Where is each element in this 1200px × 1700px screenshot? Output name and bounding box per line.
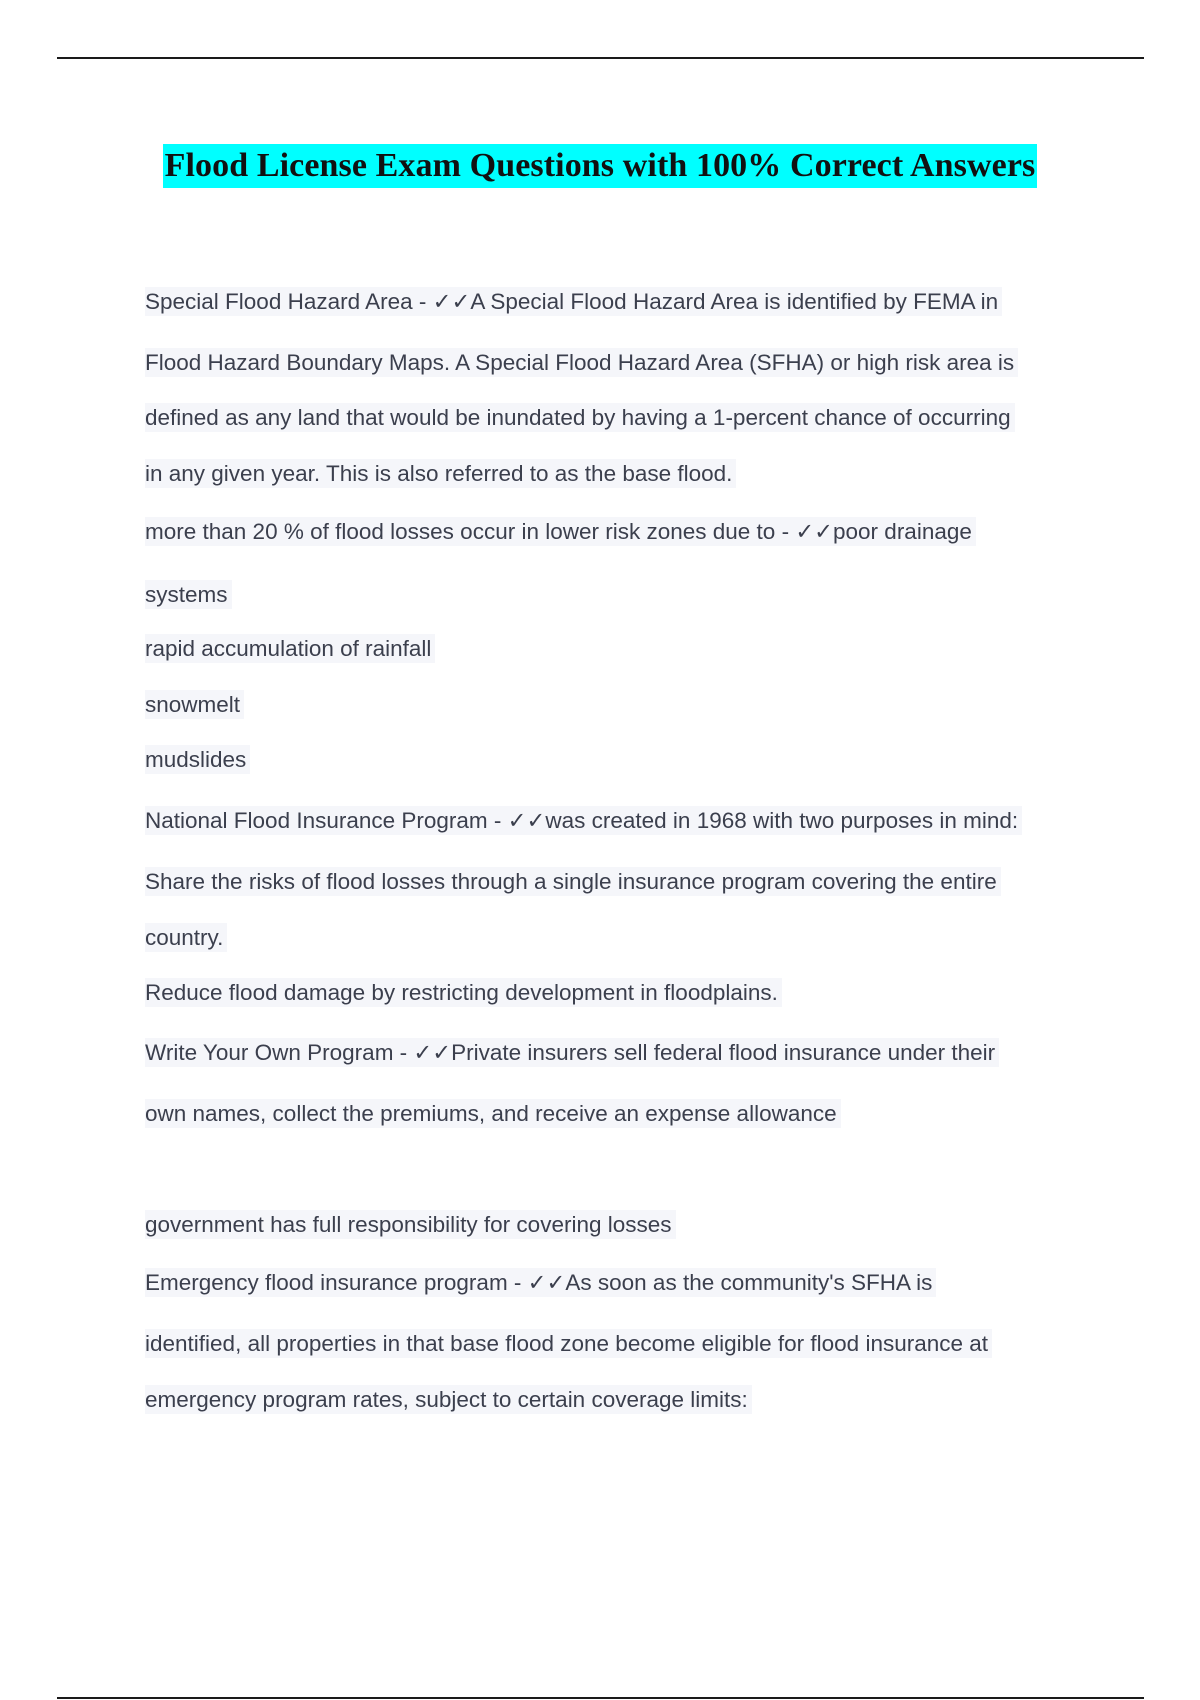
- text-line-content: identified, all properties in that base flood zone become eligible for flood insurance at: [145, 1329, 992, 1358]
- text-line: [145, 458, 736, 490]
- text-line-content: government has full responsibility for covering losses: [145, 1210, 676, 1239]
- text-line: [145, 1267, 936, 1299]
- text-line-content: Flood Hazard Boundary Maps. A Special Flood Hazard Area (SFHA) or high risk area is: [145, 348, 1018, 377]
- bottom-rule: [57, 1697, 1144, 1699]
- text-line: [145, 866, 1001, 898]
- text-line-content: systems: [145, 580, 232, 609]
- document-title: Flood License Exam Questions with 100% Correct Answers: [163, 144, 1038, 188]
- text-line-content: Reduce flood damage by restricting development in floodplains.: [145, 978, 782, 1007]
- text-line-content: emergency program rates, subject to certain coverage limits:: [145, 1385, 752, 1414]
- text-line-content: Emergency flood insurance program - ✓✓As soon as the community's SFHA is: [145, 1268, 936, 1297]
- text-line: [145, 1384, 752, 1416]
- text-line: [145, 805, 1022, 837]
- text-line: [145, 579, 232, 611]
- text-line-content: in any given year. This is also referred to as the base flood.: [145, 459, 736, 488]
- text-line-content: own names, collect the premiums, and receive an expense allowance: [145, 1099, 841, 1128]
- text-line-content: National Flood Insurance Program - ✓✓was created in 1968 with two purposes in mind:: [145, 806, 1022, 835]
- text-line: [145, 1037, 999, 1069]
- text-line-content: snowmelt: [145, 690, 244, 719]
- text-line: [145, 922, 227, 954]
- text-line-content: country.: [145, 923, 227, 952]
- text-line: [145, 1098, 841, 1130]
- text-line-content: rapid accumulation of rainfall: [145, 634, 435, 663]
- text-line: [145, 977, 782, 1009]
- text-line-content: Share the risks of flood losses through a single insurance program covering the entire: [145, 867, 1001, 896]
- text-line: [145, 1328, 992, 1360]
- text-line: [145, 689, 244, 721]
- text-line: [145, 633, 435, 665]
- text-line-content: mudslides: [145, 745, 250, 774]
- text-line: [145, 286, 1002, 318]
- text-line-content: more than 20 % of flood losses occur in lower risk zones due to - ✓✓poor drainage: [145, 517, 976, 546]
- text-line: [145, 347, 1018, 379]
- text-line: [145, 744, 250, 776]
- text-line-content: Special Flood Hazard Area - ✓✓A Special Flood Hazard Area is identified by FEMA in: [145, 287, 1002, 316]
- text-line: [145, 1209, 676, 1241]
- text-line: [145, 516, 976, 548]
- text-line: [145, 402, 1015, 434]
- text-line-content: defined as any land that would be inundated by having a 1-percent chance of occurring: [145, 403, 1015, 432]
- text-line-content: Write Your Own Program - ✓✓Private insurers sell federal flood insurance under their: [145, 1038, 999, 1067]
- top-rule: [57, 57, 1144, 59]
- title-container: [0, 144, 1200, 188]
